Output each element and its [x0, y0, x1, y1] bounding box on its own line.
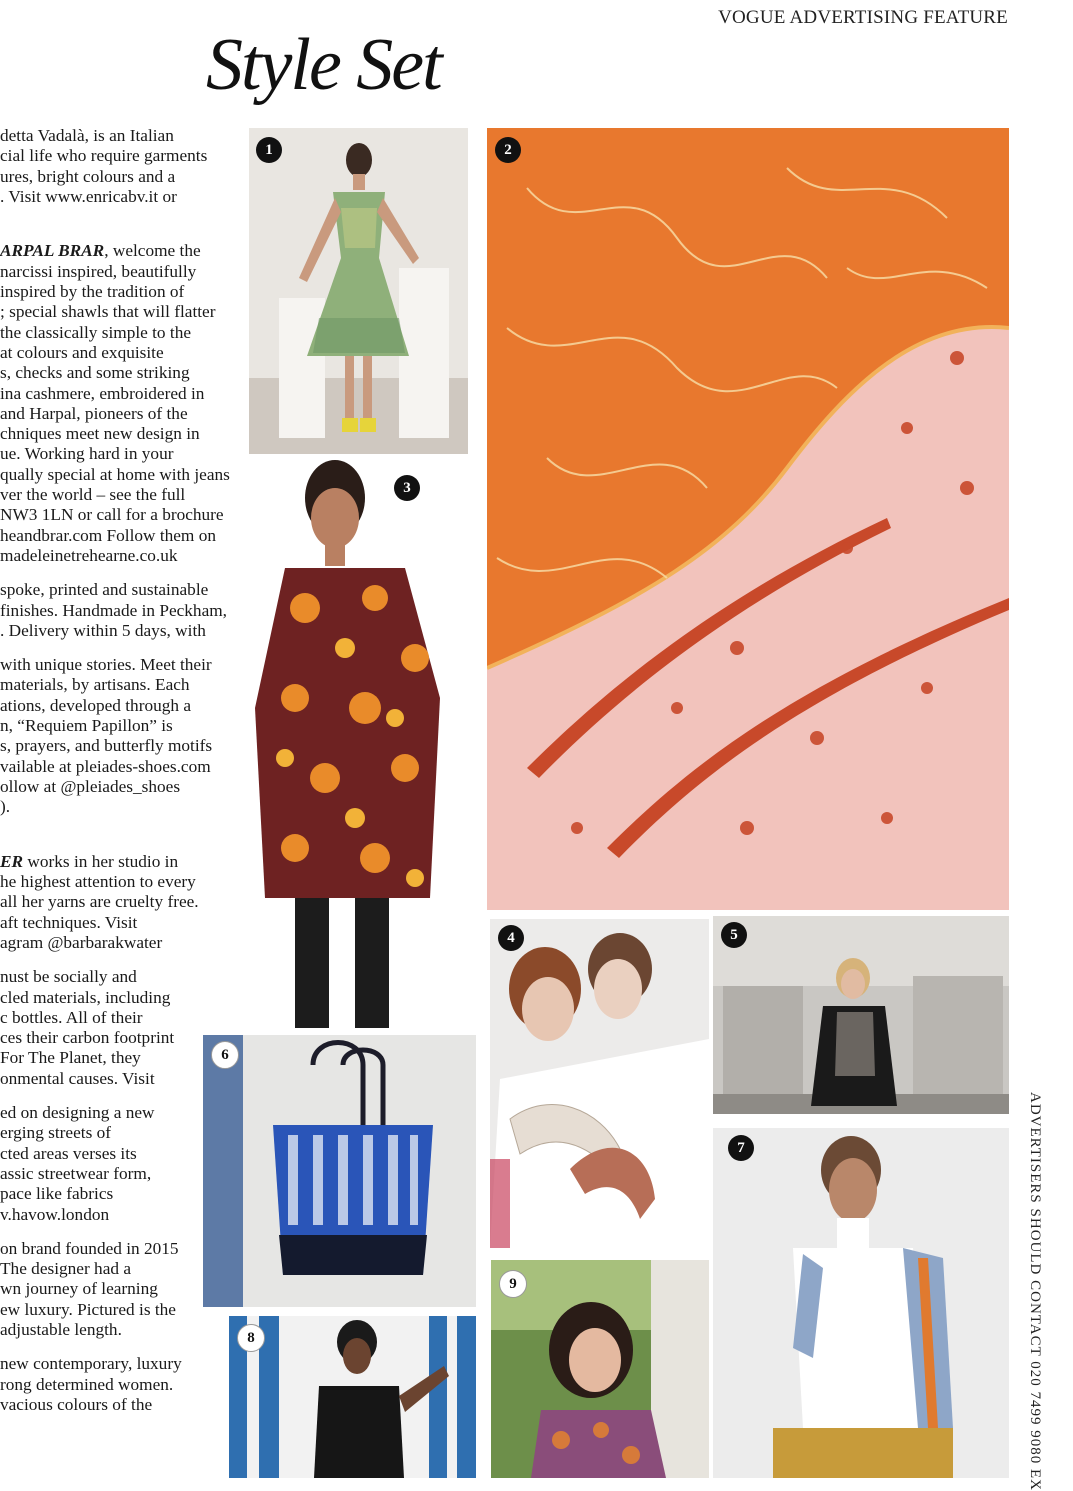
number-badge: 6 [211, 1041, 239, 1069]
photo-shibori-tote [203, 1035, 476, 1307]
paragraph-pleiades: with unique stories. Meet their materials, by artisans. Each ations, developed through a n, “Requiem Papillon” is s, prayers, and butterfly motifs vailable at pleiades-shoes.com ollow at @pleiades_shoes ). [0, 655, 213, 817]
paragraph-2015-brand: on brand founded in 2015 The designer had a wn journey of learning ew luxury. Pictured is the adjustable length. [0, 1238, 179, 1340]
number-badge: 9 [499, 1270, 527, 1298]
paragraph-madeleine-brar [0, 221, 255, 566]
photo-sculptural-heels [490, 919, 709, 1248]
photo-green-dress [249, 128, 468, 454]
number-badge: 3 [394, 475, 420, 501]
number-badge: 5 [721, 922, 747, 948]
page-title: Style Set [206, 24, 441, 106]
heels-illustration [490, 919, 709, 1248]
number-badge: 4 [498, 925, 524, 951]
feature-label: VOGUE ADVERTISING FEATURE [718, 7, 1008, 28]
number-badge: 7 [728, 1135, 754, 1161]
photo-sport-luxe-top [713, 1128, 1009, 1478]
shawl-illustration [487, 128, 1009, 910]
advertiser-contact-note: ADVERTISERS SHOULD CONTACT 020 7499 9080 EX [1027, 1092, 1043, 1491]
number-badge: 8 [237, 1324, 265, 1352]
brand-name-bold: ER [0, 851, 24, 871]
sport-top-illustration [713, 1128, 1009, 1478]
paragraph-text: works in her studio in he highest attention to every all her yarns are cruelty free. aft techniques. Visit agram @barbarakwater [0, 851, 199, 952]
paragraph-havow: ed on designing a new erging streets of cted areas verses its assic streetwear form, pace like fabrics v.havow.london [0, 1103, 155, 1224]
number-badge: 2 [495, 137, 521, 163]
paragraph-printed: spoke, printed and sustainable finishes. Handmade in Peckham, . Delivery within 5 days, with [0, 580, 228, 640]
paragraph-barbara [0, 832, 236, 954]
photo-paisley-blouse [491, 1260, 709, 1478]
photo-embroidered-shawls [487, 128, 1009, 910]
photo-printed-dress [255, 458, 455, 1028]
paragraph-sustainable: nust be socially and cled materials, including c bottles. All of their ces their carbon footprint For The Planet, they onmental causes. Visit [0, 967, 175, 1088]
tote-illustration [203, 1035, 476, 1307]
paragraph-enrica: detta Vadalà, is an Italian cial life who require garments ures, bright colours and a . Visit www.enricabv.it or [0, 126, 208, 206]
paragraph-text: , welcome the narcissi inspired, beautifully inspired by the tradition of ; special shawls that will flatter the classically simple to the at colours and exquisite s, checks and some striking ina cashmere, embroidered in and Harpal, pioneers of the chniques meet new design in ue. Working hard in your qually special at home with jeans ver the world – see the full NW3 1LN or call for a brochure heandbrar.com Follow them on madeleinetrehearne.co.uk [0, 241, 230, 565]
photo-off-shoulder-top [229, 1316, 476, 1478]
photo-sequin-jacket [713, 916, 1009, 1114]
dress-illustration [249, 128, 468, 454]
black-top-illustration [229, 1316, 476, 1478]
paragraph-luxury: new contemporary, luxury rong determined women. vacious colours of the [0, 1354, 182, 1414]
street-illustration [713, 916, 1009, 1114]
brand-name-bold: ARPAL BRAR [0, 241, 105, 261]
printed-dress-illustration [255, 458, 455, 1028]
number-badge: 1 [256, 137, 282, 163]
